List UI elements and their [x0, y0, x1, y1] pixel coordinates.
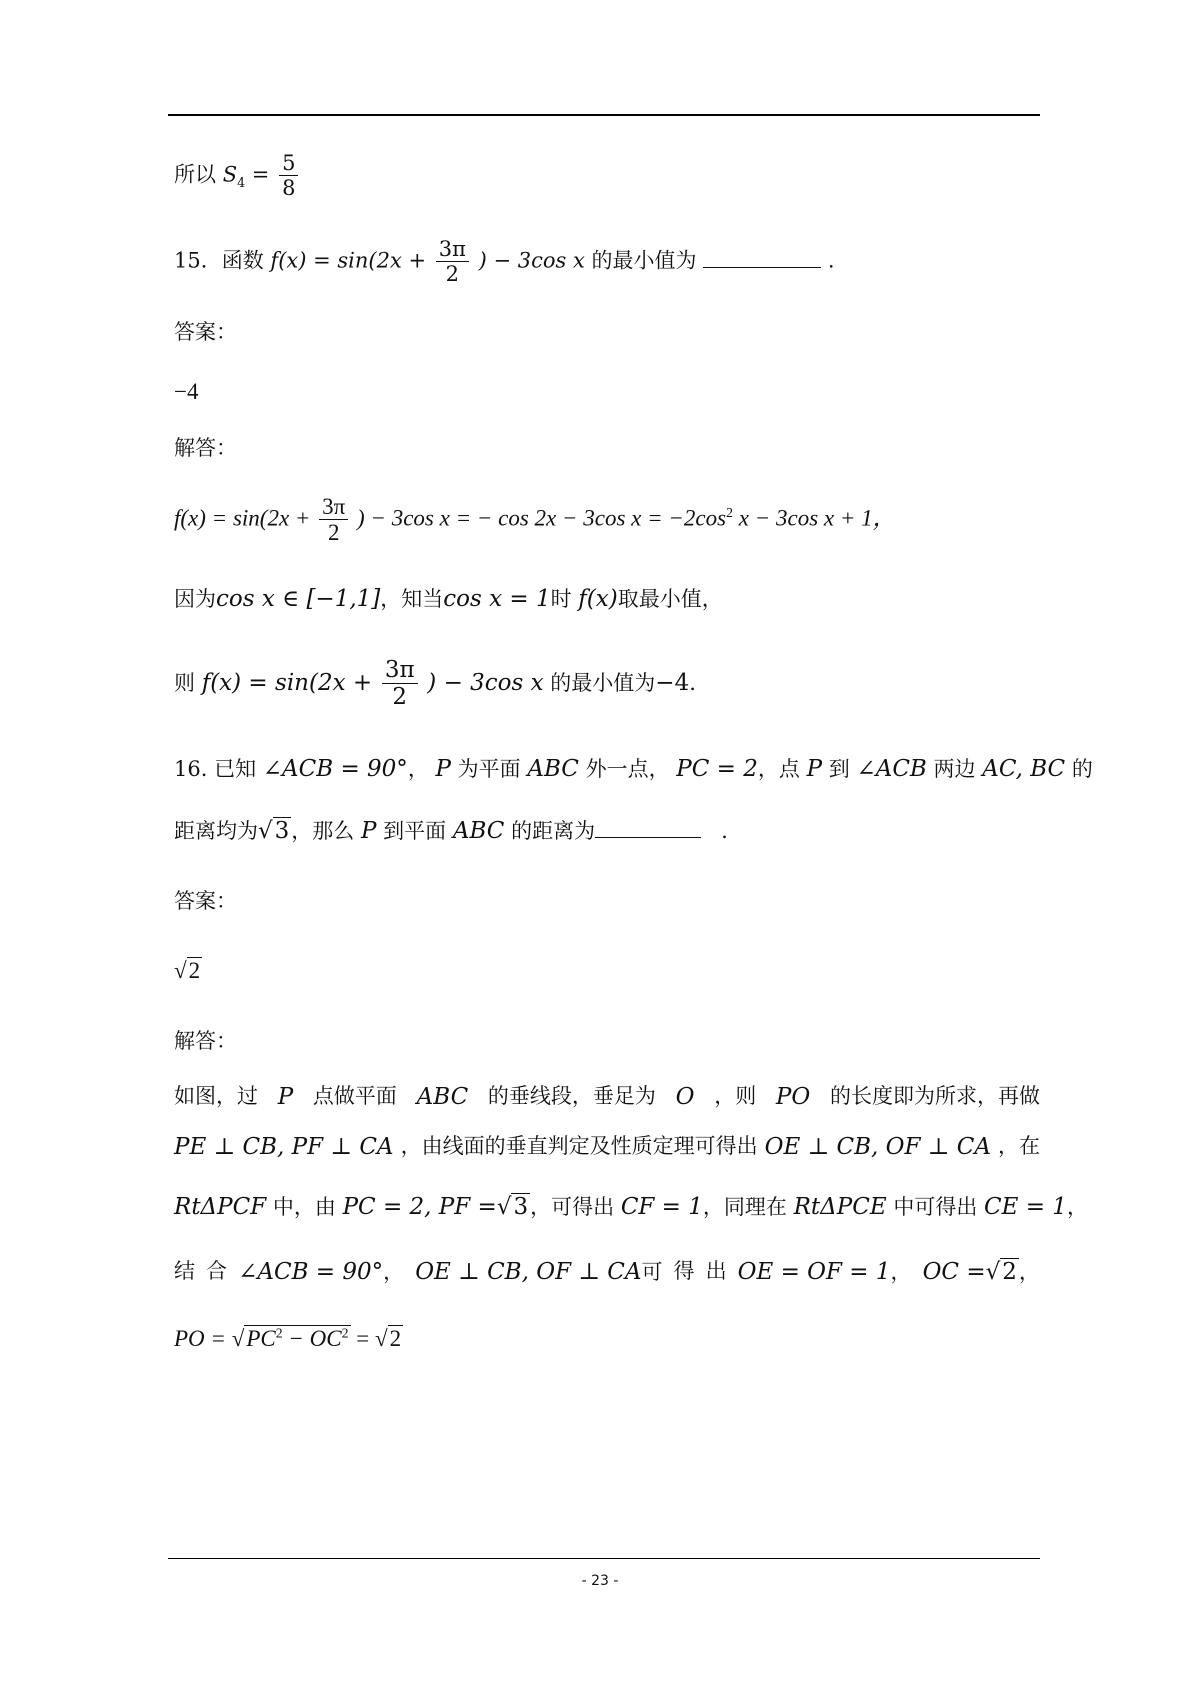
- text: .: [827, 248, 835, 273]
- text: ，: [383, 1260, 405, 1284]
- text: 所以: [174, 162, 216, 187]
- text: 点做平面: [312, 1084, 397, 1108]
- sqrt: √2: [374, 1326, 402, 1351]
- math-sup: 2: [341, 1325, 349, 1341]
- math-expression: cos x ∈ [−1,1]: [216, 586, 381, 612]
- text: 的距离为: [511, 819, 596, 843]
- answer-value: −4: [174, 379, 199, 404]
- solution-line-2: [174, 586, 723, 614]
- text: 的长度即为所求，再做: [829, 1084, 1040, 1108]
- answer-label: 答案：: [174, 320, 237, 344]
- question-number: 16. 已知: [174, 757, 257, 781]
- text: ，: [1018, 1260, 1040, 1284]
- fraction-numerator: 3π: [436, 238, 469, 262]
- fraction-numerator: 5: [279, 152, 298, 176]
- math-expression: OE ⊥ CB, OF ⊥ CA: [764, 1134, 991, 1160]
- math-expression: PE ⊥ CB, PF ⊥ CA: [174, 1134, 394, 1160]
- text: .: [721, 819, 728, 843]
- s4-result-line: [174, 152, 301, 200]
- math-expression: ) − 3cos x: [427, 669, 544, 696]
- math-expression: PC = 2, PF =: [342, 1194, 497, 1220]
- text: ，: [890, 1260, 912, 1284]
- text: ，在: [997, 1134, 1040, 1158]
- math-sub: 4: [237, 174, 246, 190]
- text: 如图，过: [174, 1084, 258, 1108]
- math-expression: f(x) = sin(2x +: [270, 248, 427, 273]
- math-expression: x − 3cos x + 1，: [733, 505, 896, 531]
- text: 到: [828, 757, 850, 781]
- math-var: P: [806, 756, 823, 782]
- fraction: [382, 658, 418, 711]
- text: ，那么: [291, 819, 355, 843]
- text: 的最小值为: [550, 670, 656, 695]
- math-expression: PC = 2: [676, 756, 758, 782]
- text: 时: [550, 587, 572, 611]
- fraction-numerator: 3π: [382, 658, 418, 684]
- question-number: 15．函数: [174, 248, 264, 273]
- text: 距离均为: [174, 819, 258, 843]
- text: ，可得出: [530, 1195, 615, 1219]
- solution-equation: [174, 494, 896, 547]
- text: 得: [673, 1259, 695, 1283]
- sqrt-radicand: PC: [246, 1326, 276, 1351]
- sqrt-radicand: 2: [1002, 1259, 1017, 1285]
- solution-16-line-5: [174, 1325, 403, 1353]
- math-var: ABC: [416, 1084, 469, 1110]
- text: 中可得出: [893, 1195, 978, 1219]
- math-expression: cos x = 1: [443, 586, 551, 612]
- text: 的最小值为: [591, 248, 697, 273]
- math-var: P: [360, 818, 377, 844]
- text: 外一点，: [585, 757, 670, 781]
- math-expression: PO =: [174, 1326, 226, 1351]
- math-var: S: [222, 162, 238, 187]
- text: 可: [641, 1260, 663, 1284]
- text: ，点: [757, 757, 800, 781]
- text: .: [689, 670, 696, 695]
- solution-16-line-3: [174, 1194, 1088, 1222]
- math-var: P: [435, 756, 451, 782]
- sqrt-radicand: 2: [188, 958, 201, 983]
- math-var: O: [675, 1084, 695, 1110]
- fraction-denominator: 2: [392, 684, 408, 711]
- text: 则: [174, 670, 195, 695]
- solution-label: 解答：: [174, 1029, 237, 1053]
- math-expression: f(x): [578, 586, 618, 612]
- text: 取最小值，: [617, 587, 723, 611]
- text: ，同理在: [702, 1195, 787, 1219]
- math-var: PO: [775, 1084, 811, 1110]
- solution-16-line-2: [174, 1134, 1040, 1162]
- math-expression: OE ⊥ CB, OF ⊥ CA: [415, 1259, 642, 1285]
- page-number: - 23 -: [581, 1573, 619, 1589]
- text: ，: [1066, 1195, 1088, 1219]
- math-expression: ∠ACB = 90°: [262, 756, 408, 782]
- text: 的垂线段，垂足为: [487, 1084, 656, 1108]
- fraction-denominator: 2: [327, 520, 340, 546]
- text: 出: [705, 1259, 727, 1283]
- fraction: [319, 494, 348, 547]
- solution-line-3: [174, 658, 696, 711]
- sqrt: $√PC^2 - OC^2$: [231, 1325, 349, 1351]
- text: 的: [1071, 757, 1093, 781]
- math-expression: CE = 1: [984, 1194, 1067, 1220]
- answer-value: [174, 957, 202, 985]
- text: ，则: [714, 1084, 757, 1108]
- text: 中，由: [272, 1195, 336, 1219]
- answer-blank: [595, 819, 701, 838]
- question-15: [174, 238, 835, 286]
- math-expression: RtΔPCF: [174, 1194, 267, 1220]
- math-sup: 2: [275, 1325, 283, 1341]
- footer-rule: [168, 1558, 1040, 1559]
- math-expression: ) − 3cos x: [478, 248, 585, 273]
- text: ，: [407, 757, 429, 781]
- sqrt-radicand: 3: [513, 1194, 529, 1220]
- math-sup: 2: [726, 505, 733, 520]
- sqrt-radicand: 3: [274, 818, 290, 844]
- answer-label: 答案：: [174, 889, 237, 913]
- math-expression: ∠ACB: [856, 756, 927, 782]
- math-expression: f(x) = sin(2x +: [201, 669, 373, 696]
- fraction-numerator: 3π: [319, 494, 348, 520]
- math-eq: =: [356, 1326, 370, 1351]
- solution-16-line-1: [174, 1084, 1040, 1112]
- math-expression: ) − 3cos x = − cos 2x − 3cos x = −2cos: [357, 505, 727, 531]
- math-expression: OE = OF = 1: [737, 1259, 891, 1285]
- fraction-denominator: 2: [445, 262, 460, 287]
- sqrt: √3: [496, 1194, 529, 1220]
- math-expression: ∠ACB = 90°: [238, 1259, 384, 1285]
- text: ，由线面的垂直判定及性质定理可得出: [400, 1134, 758, 1158]
- text: 结: [174, 1259, 195, 1283]
- math-expression: CF = 1: [620, 1194, 703, 1220]
- math-expression: f(x) = sin(2x +: [174, 505, 311, 531]
- math-eq: =: [251, 162, 270, 187]
- math-expression: OC =: [922, 1259, 986, 1285]
- math-expression: AC, BC: [982, 756, 1066, 782]
- header-rule: [168, 114, 1040, 116]
- fraction-denominator: 8: [282, 176, 296, 201]
- sqrt-radicand: − OC: [282, 1326, 342, 1351]
- fraction: [436, 238, 469, 286]
- sqrt: √2: [985, 1259, 1017, 1285]
- text: ，知当: [380, 587, 444, 611]
- math-expression: RtΔPCE: [793, 1194, 887, 1220]
- solution-label: 解答：: [174, 436, 237, 460]
- sqrt-radicand: 2: [389, 1326, 402, 1351]
- math-var: ABC: [527, 756, 579, 782]
- solution-16-line-4: [174, 1259, 1040, 1287]
- question-16-line-1: [174, 756, 1093, 784]
- text: 到平面: [383, 819, 447, 843]
- fraction: [279, 152, 298, 200]
- text: 因为: [174, 587, 216, 611]
- answer-blank: [703, 249, 821, 268]
- sqrt: √3: [258, 818, 290, 844]
- math-var: P: [277, 1084, 294, 1110]
- text: 两边: [933, 757, 976, 781]
- sqrt: √2: [174, 958, 201, 983]
- text: 合: [206, 1259, 228, 1283]
- text: 为平面: [457, 757, 521, 781]
- math-expression: −4: [655, 669, 690, 696]
- question-16-line-2: [174, 818, 728, 846]
- math-var: ABC: [452, 818, 505, 844]
